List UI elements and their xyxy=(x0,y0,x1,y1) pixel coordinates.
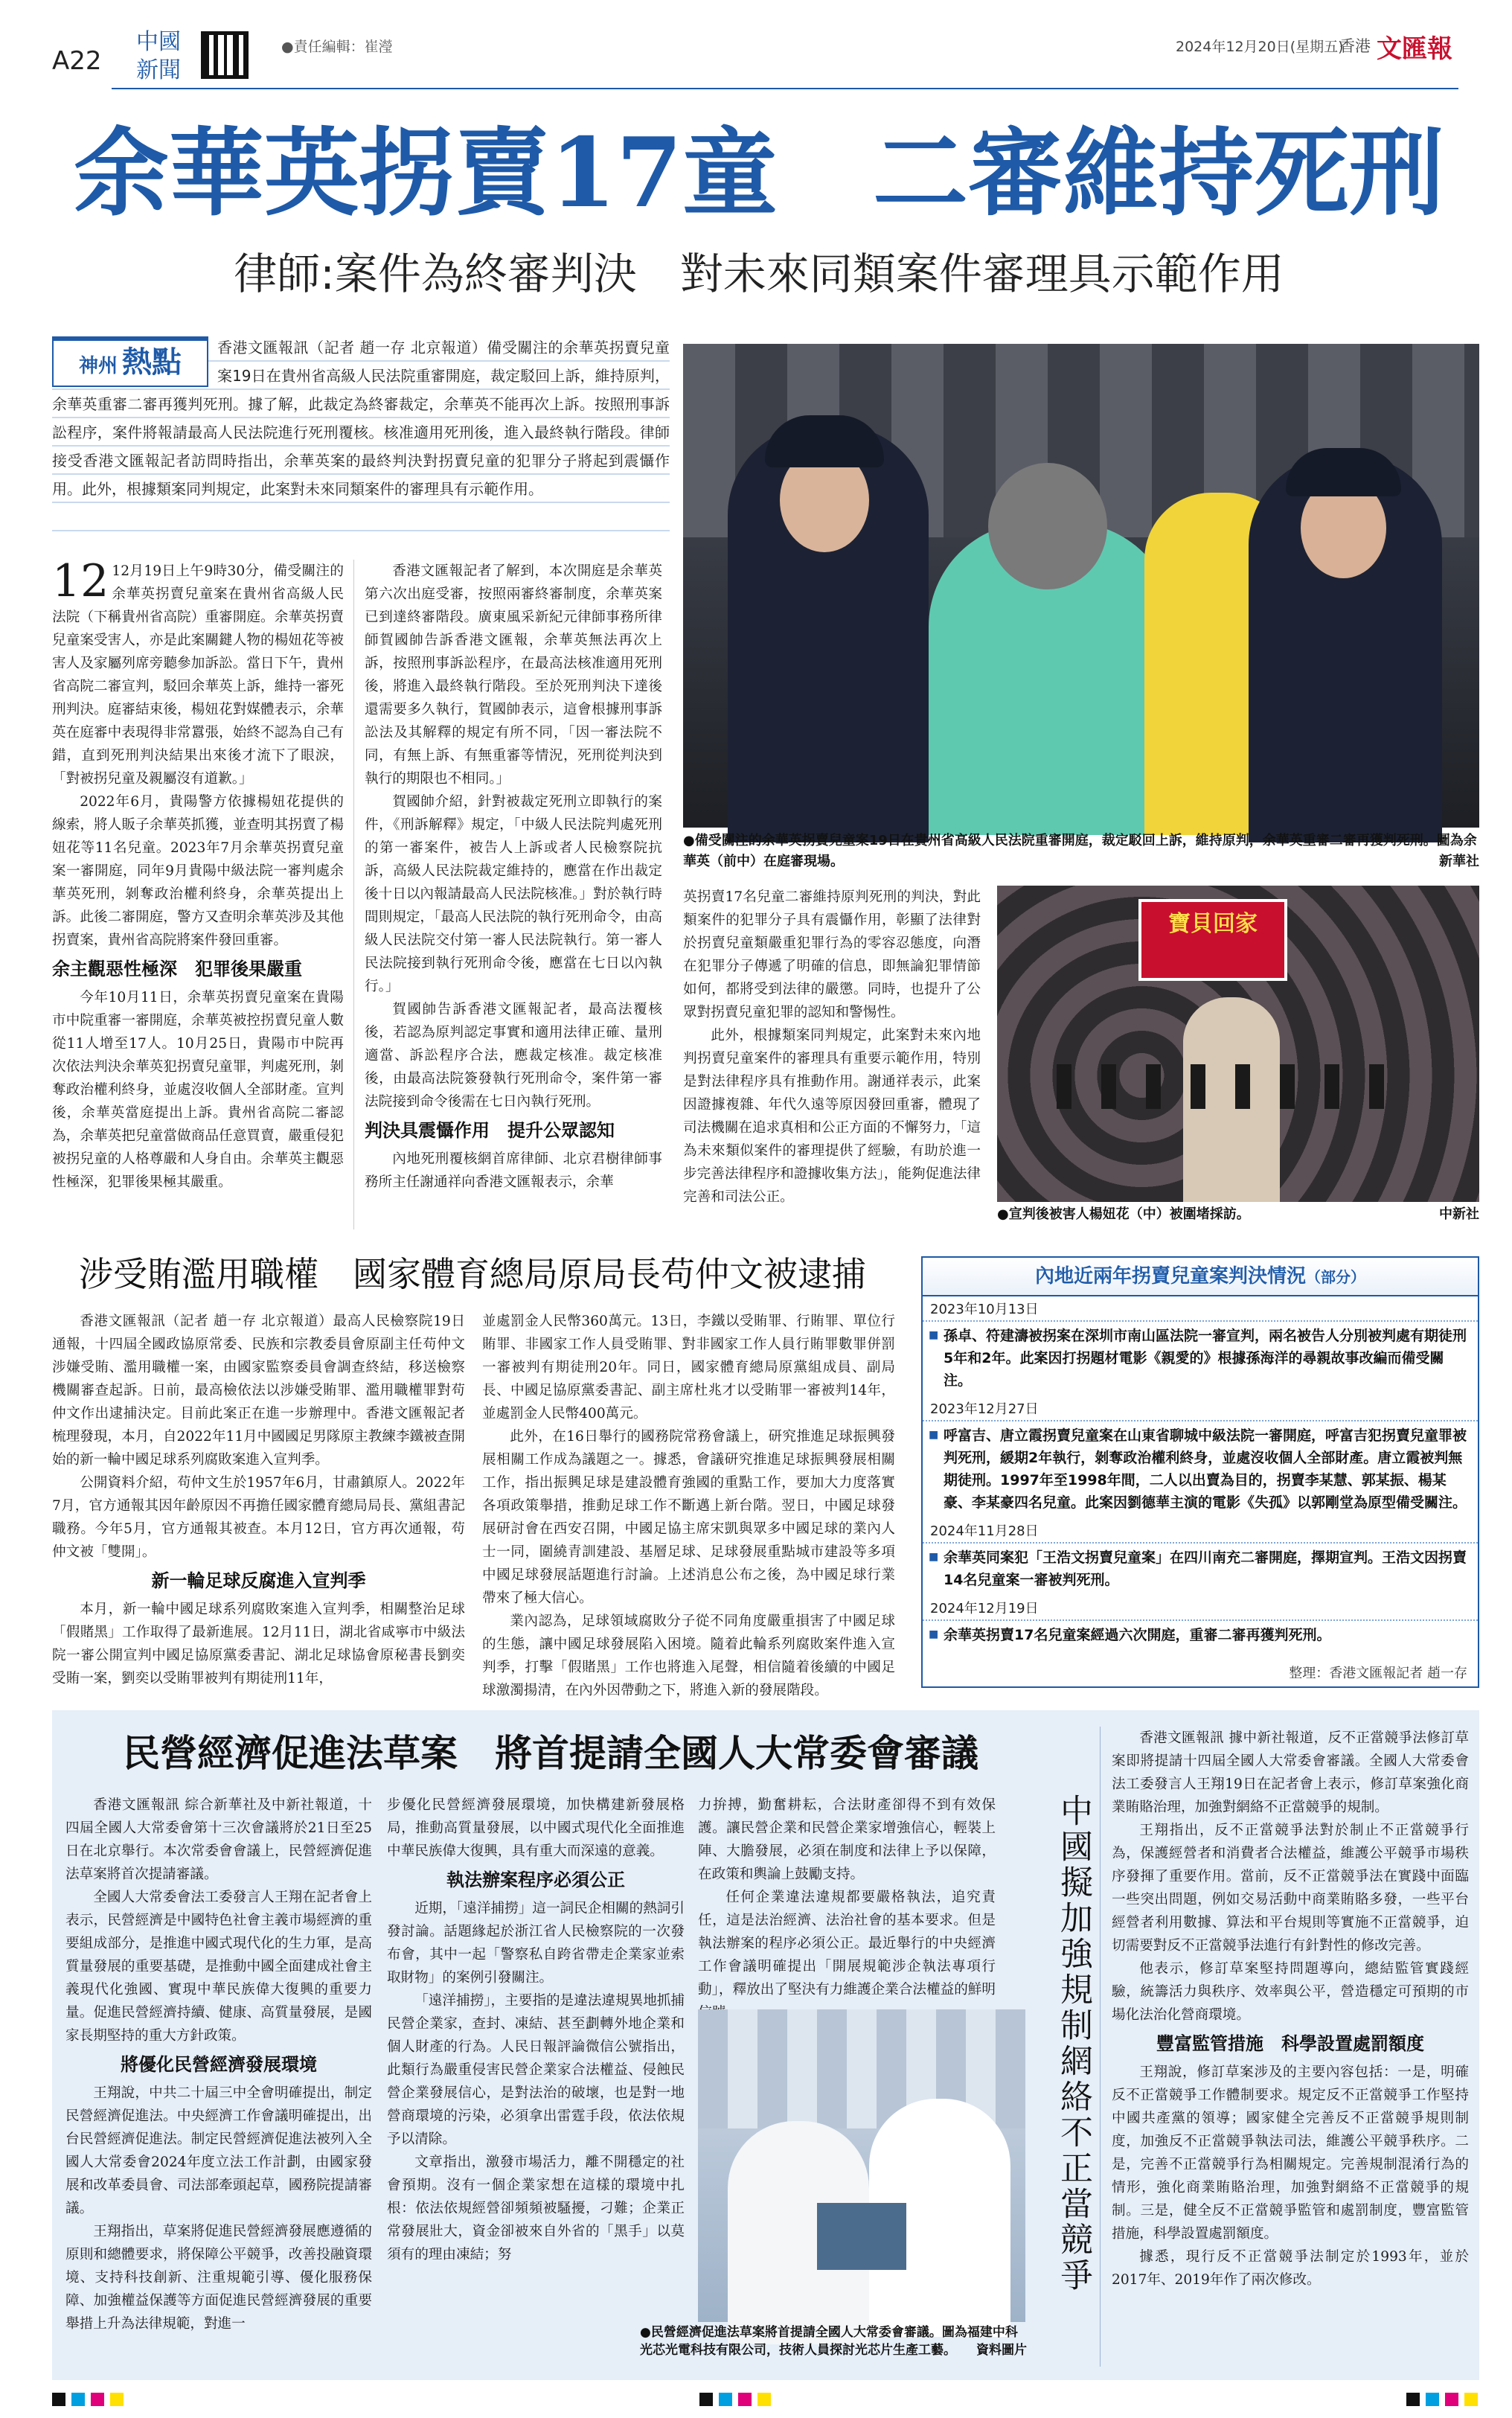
drop-cap: 12 xyxy=(52,555,109,607)
sidebar-item xyxy=(923,1518,1478,1596)
story1-col1-para1-text: 12月19日上午9時30分，備受關注的余華英拐賣兒童案在貴州省高級人民法院（下稱貴州省高院）重審開庭。余華英拐賣兒童案受害人，亦是此案關鍵人物的楊妞花等被害人及家屬列席旁聽參加訴訟。當日下午，貴州省高院二審宣判，駁回余華英上訴，維持一審死刑判決。庭審結束後，楊妞花對媒體表示，余華英在庭審中表現得非常囂張，始終不認為自己有錯，直到死刑判決結果出來後才流下了眼淚，「對被拐兒童及親屬沒有道歉。」 xyxy=(52,563,344,787)
sidebar-title-suffix: （部分） xyxy=(1306,1268,1365,1286)
sidebar-item xyxy=(923,1296,1478,1396)
hot-topic-tag-big: 熱點 xyxy=(122,345,182,380)
registration-mark-black xyxy=(699,2393,713,2406)
story3-column-3 xyxy=(698,1794,996,2002)
qr-code-icon xyxy=(201,31,249,79)
courtroom-photo xyxy=(683,344,1479,828)
sidebar-item-text: ■ 呼富吉、唐立霞拐賣兒童案在山東省聊城中級法院一審開庭，呼富吉犯拐賣兒童罪被判死刑，緩期2年執行，剝奪政治權利終身，並處沒收個人全部財產。唐立霞被判無期徒刑。1997年至1998年間，二人以出賣為目的，拐賣李某慧、郭某振、楊某豪、李某豪四名兒童。此案因劉德華主演的電影《失孤》以郭剛堂為原型備受關注。 xyxy=(923,1421,1478,1518)
registration-mark-magenta xyxy=(1445,2393,1458,2406)
story1-col2-subhead: 判決具震懾作用 提升公眾認知 xyxy=(365,1120,615,1141)
story3-headline: 民營經濟促進法草案 將首提請全國人大常委會審議 xyxy=(123,1732,978,1775)
story1-col1-subhead: 余主觀惡性極深 犯罪後果嚴重 xyxy=(52,959,302,979)
story1-lead-text: 香港文匯報訊（記者 趙一存 北京報道）備受關注的余華英拐賣兒童案19日在貴州省高級人民法院重審開庭，裁定駁回上訴，維持原判，余華英重審二審再獲判死刑。據了解，此裁定為終審裁定，余華英不能再次上訴。按照刑事訴訟程序，案件將報請最高人民法院進行死刑覆核。核准適用死刑後，進入最終執行階段。律師接受香港文匯報記者訪問時指出，余華英案的最終判決對拐賣兒童的犯罪分子將起到震懾作用。此外，根據類案同判規定，此案對未來同類案件的審理具有示範作用。 xyxy=(52,339,670,498)
sidebar-item-text: ■ 余華英拐賣17名兒童案經過六次開庭，重審二審再獲判死刑。 xyxy=(923,1621,1478,1651)
story4-vertical-headline: 中國擬加強規制網絡不正當競爭 xyxy=(1054,1794,1092,2294)
lab-photo-credit: 資料圖片 xyxy=(976,2343,1027,2358)
section-name xyxy=(125,28,192,85)
story3-col2-para2: 近期，「遠洋捕撈」這一詞民企相關的熱詞引發討論。話題緣起於浙江省人民檢察院的一次發布會，其中一起「警察私自跨省帶走企業家並索取財物」的案例引發關注。 xyxy=(387,1901,685,1986)
page-number: A22 xyxy=(52,46,102,76)
registration-mark-magenta xyxy=(738,2393,752,2406)
story1-col3-para2: 此外，根據類案同判規定，此案對未來內地判拐賣兒童案件的審理具有重要示範作用，特別是對法律程序具有推動作用。謝通祥表示，此案因證據複雜、年代久遠等原因發回重審，體現了司法機關在追求真相和公正方面的不懈努力，「這為未來類似案件的審理提供了經驗，有助於進一步完善法律程序和證據收集方法」，能夠促進法律完善和司法公正。 xyxy=(683,1028,981,1205)
courtroom-photo-caption xyxy=(683,831,1479,875)
story4-para3: 他表示，修訂草案堅持問題導向，總結監管實踐經驗，統籌活力與秩序、效率與公平，營造穩定可預期的市場化法治化營商環境。 xyxy=(1112,1961,1469,2023)
sign-board-text: 寶貝回家 xyxy=(1168,911,1258,937)
story1-subheadline: 律師:案件為終審判決 對未來同類案件審理具示範作用 xyxy=(234,249,1284,299)
story1-lead xyxy=(52,333,670,534)
story3-col1-para2: 全國人大常委會法工委發言人王翔在記者會上表示，民營經濟是中國特色社會主義市場經濟的重要組成部分，是推進中國式現代化的生力軍，是高質量發展的重要基礎，是推動中國全面建成社會主義現代化強國、實現中華民族偉大復興的重要力量。促進民營經濟持續、健康、高質量發展，是國家長期堅持的重大方針政策。 xyxy=(65,1890,372,2044)
story3-col2-para1: 步優化民營經濟發展環境，加快構建新發展格局，推動高質量發展，以中國式現代化全面推進中華民族偉大復興，具有重大而深遠的意義。 xyxy=(387,1797,685,1859)
lab-photo-caption-text: ●民營經濟促進法草案將首提請全國人大常委會審議。圖為福建中科光芯光電科技有限公司，技術人員探討光芯片生產工藝。 xyxy=(640,2325,1018,2358)
story2-col2-para2: 此外，在16日舉行的國務院常務會議上，研究推進足球振興發展相關工作成為議題之一。據悉，會議研究推進足球振興發展相關工作，指出振興足球是建設體育強國的重點工作，要加大力度落實各項政策舉措，推動足球工作不斷邁上新台階。翌日，中國足球發展研討會在西安召開，中國足協主席宋凱與眾多中國足球的業內人士一同，圍繞青訓建設、基層足球、足球發展重點城市建設等多項中國足球發展話題進行討論。上述消息公布之後，為中國足球行業帶來了極大信心。 xyxy=(482,1429,895,1606)
story1-col1-para3: 今年10月11日，余華英拐賣兒童案在貴陽市中院重審一審開庭，余華英被控拐賣兒童人數從11人增至17人。10月25日，貴陽市中院再次依法判決余華英犯拐賣兒童罪，判處死刑，剝奪政治權利終身，並處沒收個人全部財產。宣判後，余華英當庭提出上訴。貴州省高院二審認為，余華英把兒童當做商品任意買賣，嚴重侵犯被拐兒童的人格尊嚴和人身自由。余華英主觀惡性極深，犯罪後果極其嚴重。 xyxy=(52,990,344,1190)
story3-col1-para3: 王翔說，中共二十屆三中全會明確提出，制定民營經濟促進法。中央經濟工作會議明確提出，出台民營經濟促進法。制定民營經濟促進法被列入全國人大常委會2024年度立法工作計劃，由國家發展和改革委員會、司法部牽頭起草，國務院提請審議。 xyxy=(65,2085,372,2216)
story1-col2-para1: 香港文匯報記者了解到，本次開庭是余華英第六次出庭受審，按照兩審終審制度，余華英案已到達終審階段。廣東風采新紀元律師事務所律師賀國帥告訴香港文匯報，余華英無法再次上訴，按照刑事訴訟程序，在最高法核准適用死刑後，將進入最終執行階段。至於死刑判決下達後還需要多久執行，賀國帥表示，這會根據刑事訴訟法及其解釋的規定有所不同，「因一審法院不同，有無上訴、有無重審等情況，死刑從判決到執行的期限也不相同。」 xyxy=(365,563,662,787)
lab-photo-caption xyxy=(640,2323,1027,2376)
story3-col1-para4: 王翔指出，草案將促進民營經濟發展應遵循的原則和總體要求，將保障公平競爭，改善投融資環境、支持科技創新、注重規範引導、優化服務保障、加強權益保護等方面促進民營經濟發展的重要舉措上升為法律規範，對進一 xyxy=(65,2224,372,2332)
press-crowd-photo-caption xyxy=(997,1204,1479,1228)
story2-col1-subhead: 新一輪足球反腐進入宣判季 xyxy=(151,1570,366,1591)
registration-mark-magenta xyxy=(91,2393,104,2406)
story2-headline: 涉受賄濫用職權 國家體育總局原局長苟仲文被逮捕 xyxy=(79,1254,866,1294)
registration-mark-black xyxy=(1406,2393,1420,2406)
sidebar-footer: 整理：香港文匯報記者 趙一存 xyxy=(1289,1666,1467,1681)
registration-mark-black xyxy=(52,2393,65,2406)
story2-col1-para1: 香港文匯報訊（記者 趙一存 北京報道）最高人民檢察院19日通報，十四屆全國政協原常委、民族和宗教委員會原副主任苟仲文涉嫌受賄、濫用職權一案，由國家監察委員會調查終結，移送檢察機關審查起訴。日前，最高檢依法以涉嫌受賄罪、濫用職權罪對苟仲文作出逮捕決定。目前此案正在進一步辦理中。香港文匯報記者梳理發現，本月，自2022年11月中國國足男隊原主教練李鐵被查開始的新一輪中國足球系列腐敗案進入宣判季。 xyxy=(52,1314,465,1468)
story2-col1-para2: 公開資料介紹，苟仲文生於1957年6月，甘肅鎮原人。2022年7月，官方通報其因年齡原因不再擔任國家體育總局局長、黨組書記職務。今年5月，官方通報其被查。本月12日，官方再次通報，苟仲文被「雙開」。 xyxy=(52,1475,465,1560)
registration-mark-yellow xyxy=(1464,2393,1478,2406)
story3-col3-para1: 力拚搏，勤奮耕耘，合法財產卻得不到有效保護。讓民營企業和民營企業家增強信心，輕裝上陣、大膽發展，必須在制度和法律上予以保障，在政策和輿論上鼓勵支持。 xyxy=(698,1797,996,1882)
sidebar-item-text: ■ 余華英同案犯「王浩文拐賣兒童案」在四川南充二審開庭，擇期宣判。王浩文因拐賣14名兒童案一審被判死刑。 xyxy=(923,1544,1478,1596)
story3-column-1 xyxy=(65,1794,372,2374)
sidebar-item-date: 2023年10月13日 xyxy=(923,1296,1478,1322)
sidebar-item xyxy=(923,1596,1478,1651)
section-name-line2: 新聞 xyxy=(136,57,181,83)
sidebar-item-date: 2024年12月19日 xyxy=(923,1596,1478,1621)
registration-mark-yellow xyxy=(757,2393,771,2406)
story1-column-2 xyxy=(365,560,662,1244)
column-divider xyxy=(353,560,354,1229)
sidebar-title xyxy=(923,1258,1478,1296)
hot-topic-tag xyxy=(52,336,208,387)
story1-column-1 xyxy=(52,555,344,1244)
equipment-screen xyxy=(817,2203,906,2270)
story3-col2-subhead: 執法辦案程序必須公正 xyxy=(446,1870,625,1890)
story1-col2-para4: 內地死刑覆核網首席律師、北京君樹律師事務所主任謝通祥向香港文匯報表示，余華 xyxy=(365,1151,662,1190)
header-rule xyxy=(112,88,1458,89)
sidebar-item-date: 2024年11月28日 xyxy=(923,1518,1478,1544)
story1-col2-para2: 賀國帥介紹，針對被裁定死刑立即執行的案件，《刑訴解釋》規定，「中級人民法院判處死刑的第一審案件，被告人上訴或者人民檢察院抗訴，高級人民法院裁定維持的，應當在作出裁定後十日以內報請最高人民法院核准。」對於執行時間則規定，「最高人民法院的執行死刑命令，由高級人民法院交付第一審人民法院執行。第一審人民法院接到執行死刑命令後，應當在七日以內執行。」 xyxy=(365,794,662,994)
story3-col2-para3: 「遠洋捕撈」，主要指的是違法違規異地抓捕民營企業家，查封、凍結、甚至劃轉外地企業和個人財產的行為。人民日報評論微信公號指出，此類行為嚴重侵害民營企業家合法權益、侵蝕民營企業發展信心，是對法治的破壞，也是對一地營商環境的污染，必須拿出雷霆手段，依法依規予以清除。 xyxy=(387,1993,685,2147)
story4-para4: 王翔說，修訂草案涉及的主要內容包括：一是，明確反不正當競爭工作體制要求。規定反不正當競爭工作堅持中國共產黨的領導；國家健全完善反不正當競爭規則制度，加強反不正當競爭執法司法，維護公平競爭秩序。二是，完善不正當競爭行為相關規定。完善規制混淆行為的情形，強化商業賄賂治理，加強對網絡不正當競爭的規制。三是，健全反不正當競爭監管和處罰制度，豐富監管措施，科學設置處罰額度。 xyxy=(1112,2064,1469,2242)
story2-col1-para3: 本月，新一輪中國足球系列腐敗案進入宣判季，相關整治足球「假賭黑」工作取得了最新進展。12月11日，湖北省咸寧市中級法院一審公開宣判中國足協原黨委書記、湖北足球協會原秘書長劉奕受賄一案，劉奕以受賄罪被判有期徒刑11年， xyxy=(52,1602,465,1686)
sidebar-item xyxy=(923,1396,1478,1518)
story1-column-3 xyxy=(683,886,981,1228)
story4-divider xyxy=(1100,1727,1101,2367)
press-crowd-photo-credit: 中新社 xyxy=(1439,1206,1479,1222)
story4-para1: 香港文匯報訊 據中新社報道，反不正當競爭法修訂草案即將提請十四屆全國人大常委會審議。全國人大常委會法工委發言人王翔19日在記者會上表示，修訂草案強化商業賄賂治理，加強對網絡不正當競爭的規制。 xyxy=(1112,1730,1469,1815)
story3-column-2 xyxy=(387,1794,685,2374)
registration-mark-cyan xyxy=(71,2393,85,2406)
story3-col2-para4: 文章指出，激發市場活力，離不開穩定的社會預期。沒有一個企業家想在這樣的環境中扎根：依法依規經營卻頻頻被騷擾，刁難；企業正常發展壯大，資金卻被來自外省的「黑手」以莫須有的理由凍結；努 xyxy=(387,2155,685,2262)
story3-col1-subhead: 將優化民營經濟發展環境 xyxy=(121,2054,317,2075)
story4-subhead: 豐富監管措施 科學設置處罰額度 xyxy=(1156,2033,1424,2054)
story2-col2-para3: 業內認為，足球領域腐敗分子從不同角度嚴重損害了中國足球的生態，讓中國足球發展陷入困境。隨着此輪系列腐敗案件進入宣判季，打擊「假賭黑」工作也將進入尾聲，相信隨着後續的中國足球激濁揚清，在內外因帶動之下，將進入新的發展階段。 xyxy=(482,1613,895,1698)
registration-mark-cyan xyxy=(719,2393,732,2406)
story1-col1-para2: 2022年6月，貴陽警方依據楊妞花提供的線索，將人販子余華英抓獲，並查明其拐賣了楊妞花等11名兒童。2023年7月余華英拐賣兒童案一審開庭，同年9月貴陽中級法院一審判處余華英死刑，剝奪政治權利終身，余華英提出上訴。此後二審開庭，警方又查明余華英涉及其他拐賣案，貴州省高院將案件發回重審。 xyxy=(52,794,344,948)
lab-photo xyxy=(698,2009,1025,2322)
editor-credit: ●責任編輯：崔瀅 xyxy=(281,39,393,55)
officer-right-cap xyxy=(1286,448,1401,496)
section-name-line1: 中國 xyxy=(136,29,181,55)
story4-column xyxy=(1112,1727,1469,2374)
story4-para5: 據悉，現行反不正當競爭法制定於1993年，並於2017年、2019年作了兩次修改。 xyxy=(1112,2249,1469,2288)
paper-logo: 文匯報 xyxy=(1377,34,1452,64)
registration-mark-cyan xyxy=(1426,2393,1439,2406)
story2-column-2 xyxy=(482,1310,895,1698)
sign-board xyxy=(1138,899,1287,981)
press-crowd-photo-caption-text: ●宣判後被害人楊妞花（中）被圍堵採訪。 xyxy=(997,1206,1250,1222)
microphones xyxy=(1057,1064,1414,1109)
press-crowd-photo xyxy=(997,886,1479,1202)
registration-mark-yellow xyxy=(110,2393,124,2406)
story4-para2: 王翔指出，反不正當競爭法對於制止不正當競爭行為，保護經營者和消費者合法權益，維護公平競爭市場秩序發揮了重要作用。當前，反不正當競爭法在實踐中面臨一些突出問題，例如交易活動中商業賄賂多發，一些平台經營者利用數據、算法和平台規則等實施不正當競爭，迫切需要對反不正當競爭法進行有針對性的修改完善。 xyxy=(1112,1823,1469,1954)
courtroom-photo-credit: 新華社 xyxy=(1439,854,1479,869)
story1-col1-para1 xyxy=(52,555,344,790)
story1-col2-para3: 賀國帥告訴香港文匯報記者，最高法覆核後，若認為原判認定事實和適用法律正確、量刑適當、訴訟程序合法，應裁定核准。裁定核准後，由最高法院簽發執行死刑命令，案件第一審法院接到命令後需在七日內執行死刑。 xyxy=(365,1002,662,1110)
trafficking-cases-sidebar xyxy=(921,1256,1479,1688)
story2-col2-para1: 並處罰金人民幣360萬元。13日，李鐵以受賄罪、行賄罪、單位行賄罪、非國家工作人員受賄罪、對非國家工作人員行賄罪數罪併罰一審被判有期徒刑20年。同日，國家體育總局原黨組成員、副局長、中國足協原黨委書記、副主席杜兆才以受賄罪一審被判14年，並處罰金人民幣400萬元。 xyxy=(482,1314,895,1421)
story3-col1-para1: 香港文匯報訊 綜合新華社及中新社報道，十四屆全國人大常委會第十三次會議將於21日至25日在北京舉行。本次常委會會議上，民營經濟促進法草案將首次提請審議。 xyxy=(65,1797,372,1882)
story1-col3-para1: 英拐賣17名兒童二審維持原判死刑的判決，對此類案件的犯罪分子具有震懾作用，彰顯了法律對於拐賣兒童類嚴重犯罪行為的零容忍態度，向潛在犯罪分子傳遞了明確的信息，即無論犯罪情節如何，都將受到法律的嚴懲。同時，也提升了公眾對拐賣兒童犯罪的認知和警惕性。 xyxy=(683,889,981,1020)
hot-topic-tag-small: 神州 xyxy=(78,355,118,377)
courtroom-photo-caption-text: ●備受關注的余華英拐賣兒童案19日在貴州省高級人民法院重審開庭，裁定駁回上訴，維持原判，余華英重審二審再獲判死刑。圖為余華英（前中）在庭審現場。 xyxy=(683,833,1477,869)
sidebar-item-date: 2023年12月27日 xyxy=(923,1396,1478,1421)
issue-date: 2024年12月20日(星期五) xyxy=(1176,39,1344,55)
sidebar-title-text: 內地近兩年拐賣兒童案判決情況 xyxy=(1034,1265,1306,1288)
defendant-head xyxy=(988,463,1107,589)
story3-col3-para2: 任何企業違法違規都要嚴格執法，追究責任，這是法治經濟、法治社會的基本要求。但是執法辦案的程序必須公正。最近舉行的中央經濟工作會議明確提出「開展規範涉企執法專項行動」，釋放出了堅決有力維護企業合法權益的鮮明 xyxy=(698,1890,996,1998)
story1-headline: 余華英拐賣17童 二審維持死刑 xyxy=(73,118,1445,229)
story2-column-1 xyxy=(52,1310,465,1686)
sidebar-item-text: ■ 孫卓、符建濤被拐案在深圳市南山區法院一審宣判，兩名被告人分別被判處有期徒刑5年和2年。此案因打拐題材電影《親愛的》根據孫海洋的尋親故事改編而備受關注。 xyxy=(923,1322,1478,1396)
region-label: 香港 xyxy=(1339,37,1371,55)
